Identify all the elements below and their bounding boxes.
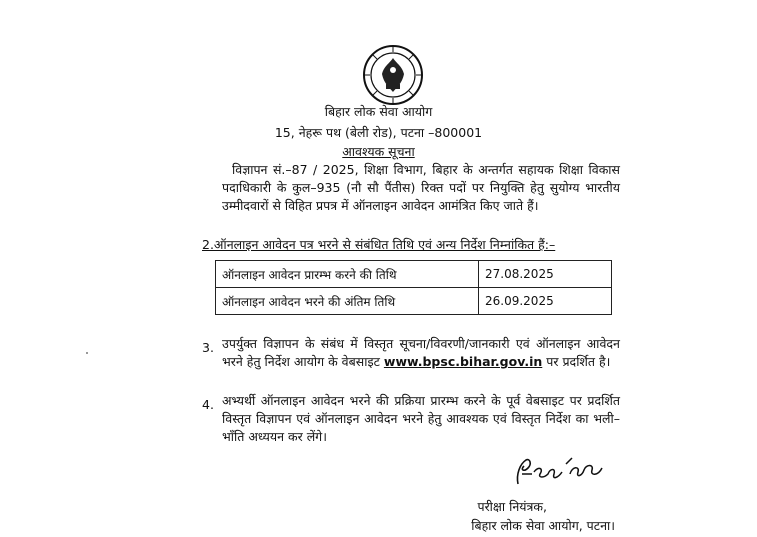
org-name: बिहार लोक सेवा आयोग bbox=[324, 104, 433, 119]
handwritten-signature bbox=[510, 454, 614, 488]
point-4-text: अभ्यर्थी ऑनलाइन आवेदन भरने की प्रक्रिया प्रारम्भ करने के पूर्व वेबसाइट पर प्रदर्शित विस्तृत विज्ञापन एवं ऑनलाइन आवेदन भरने हेतु आवश्यक एवं विस्तृत निर्देश का भली–भाँति अध्ययन कर लेंगे। bbox=[222, 393, 620, 444]
advertisement-paragraph: विज्ञापन सं.–87 / 2025, शिक्षा विभाग, बिहार के अन्तर्गत सहायक शिक्षा विकास पदाधिकारी के कुल–935 (नौ सौ पैंतीस) रिक्त पदों पर नियुक्ति हेतु सुयोग्य भारतीय उम्मीदवारों से विहित प्रपत्र में ऑनलाइन आवेदन आमंत्रित किए जाते हैं। bbox=[222, 162, 620, 213]
point-3-body: उपर्युक्त विज्ञापन के संबंध में विस्तृत सूचना/विवरणी/जानकारी एवं ऑनलाइन आवेदन भरने हेतु निर्देश आयोग के वेबसाइट bbox=[222, 336, 620, 369]
bpsc-seal-logo bbox=[362, 44, 424, 106]
table-row bbox=[216, 261, 612, 288]
org-address: 15, नेहरू पथ (बेली रोड), पटना –800001 bbox=[274, 125, 483, 140]
signatory-designation: परीक्षा नियंत्रक, bbox=[477, 499, 547, 514]
table-row bbox=[216, 288, 612, 315]
date-value: 26.09.2025 bbox=[479, 288, 612, 315]
dates-table bbox=[215, 260, 612, 315]
website-link[interactable]: www.bpsc.bihar.gov.in bbox=[383, 354, 543, 369]
signatory-org: बिहार लोक सेवा आयोग, पटना। bbox=[471, 518, 615, 533]
point-number: 4. bbox=[202, 397, 214, 412]
point-number: 3. bbox=[202, 340, 214, 355]
date-label: ऑनलाइन आवेदन प्रारम्भ करने की तिथि bbox=[216, 261, 479, 288]
point-3-text bbox=[222, 335, 620, 371]
scan-speck bbox=[86, 352, 88, 354]
notice-title: आवश्यक सूचना bbox=[342, 144, 415, 159]
dates-instructions-heading: 2.ऑनलाइन आवेदन पत्र भरने से संबंधित तिथि एवं अन्य निर्देश निम्नांकित हैं:– bbox=[202, 237, 556, 252]
date-value: 27.08.2025 bbox=[479, 261, 612, 288]
date-label: ऑनलाइन आवेदन भरने की अंतिम तिथि bbox=[216, 288, 479, 315]
point-3-end: पर प्रदर्शित है। bbox=[542, 354, 611, 369]
